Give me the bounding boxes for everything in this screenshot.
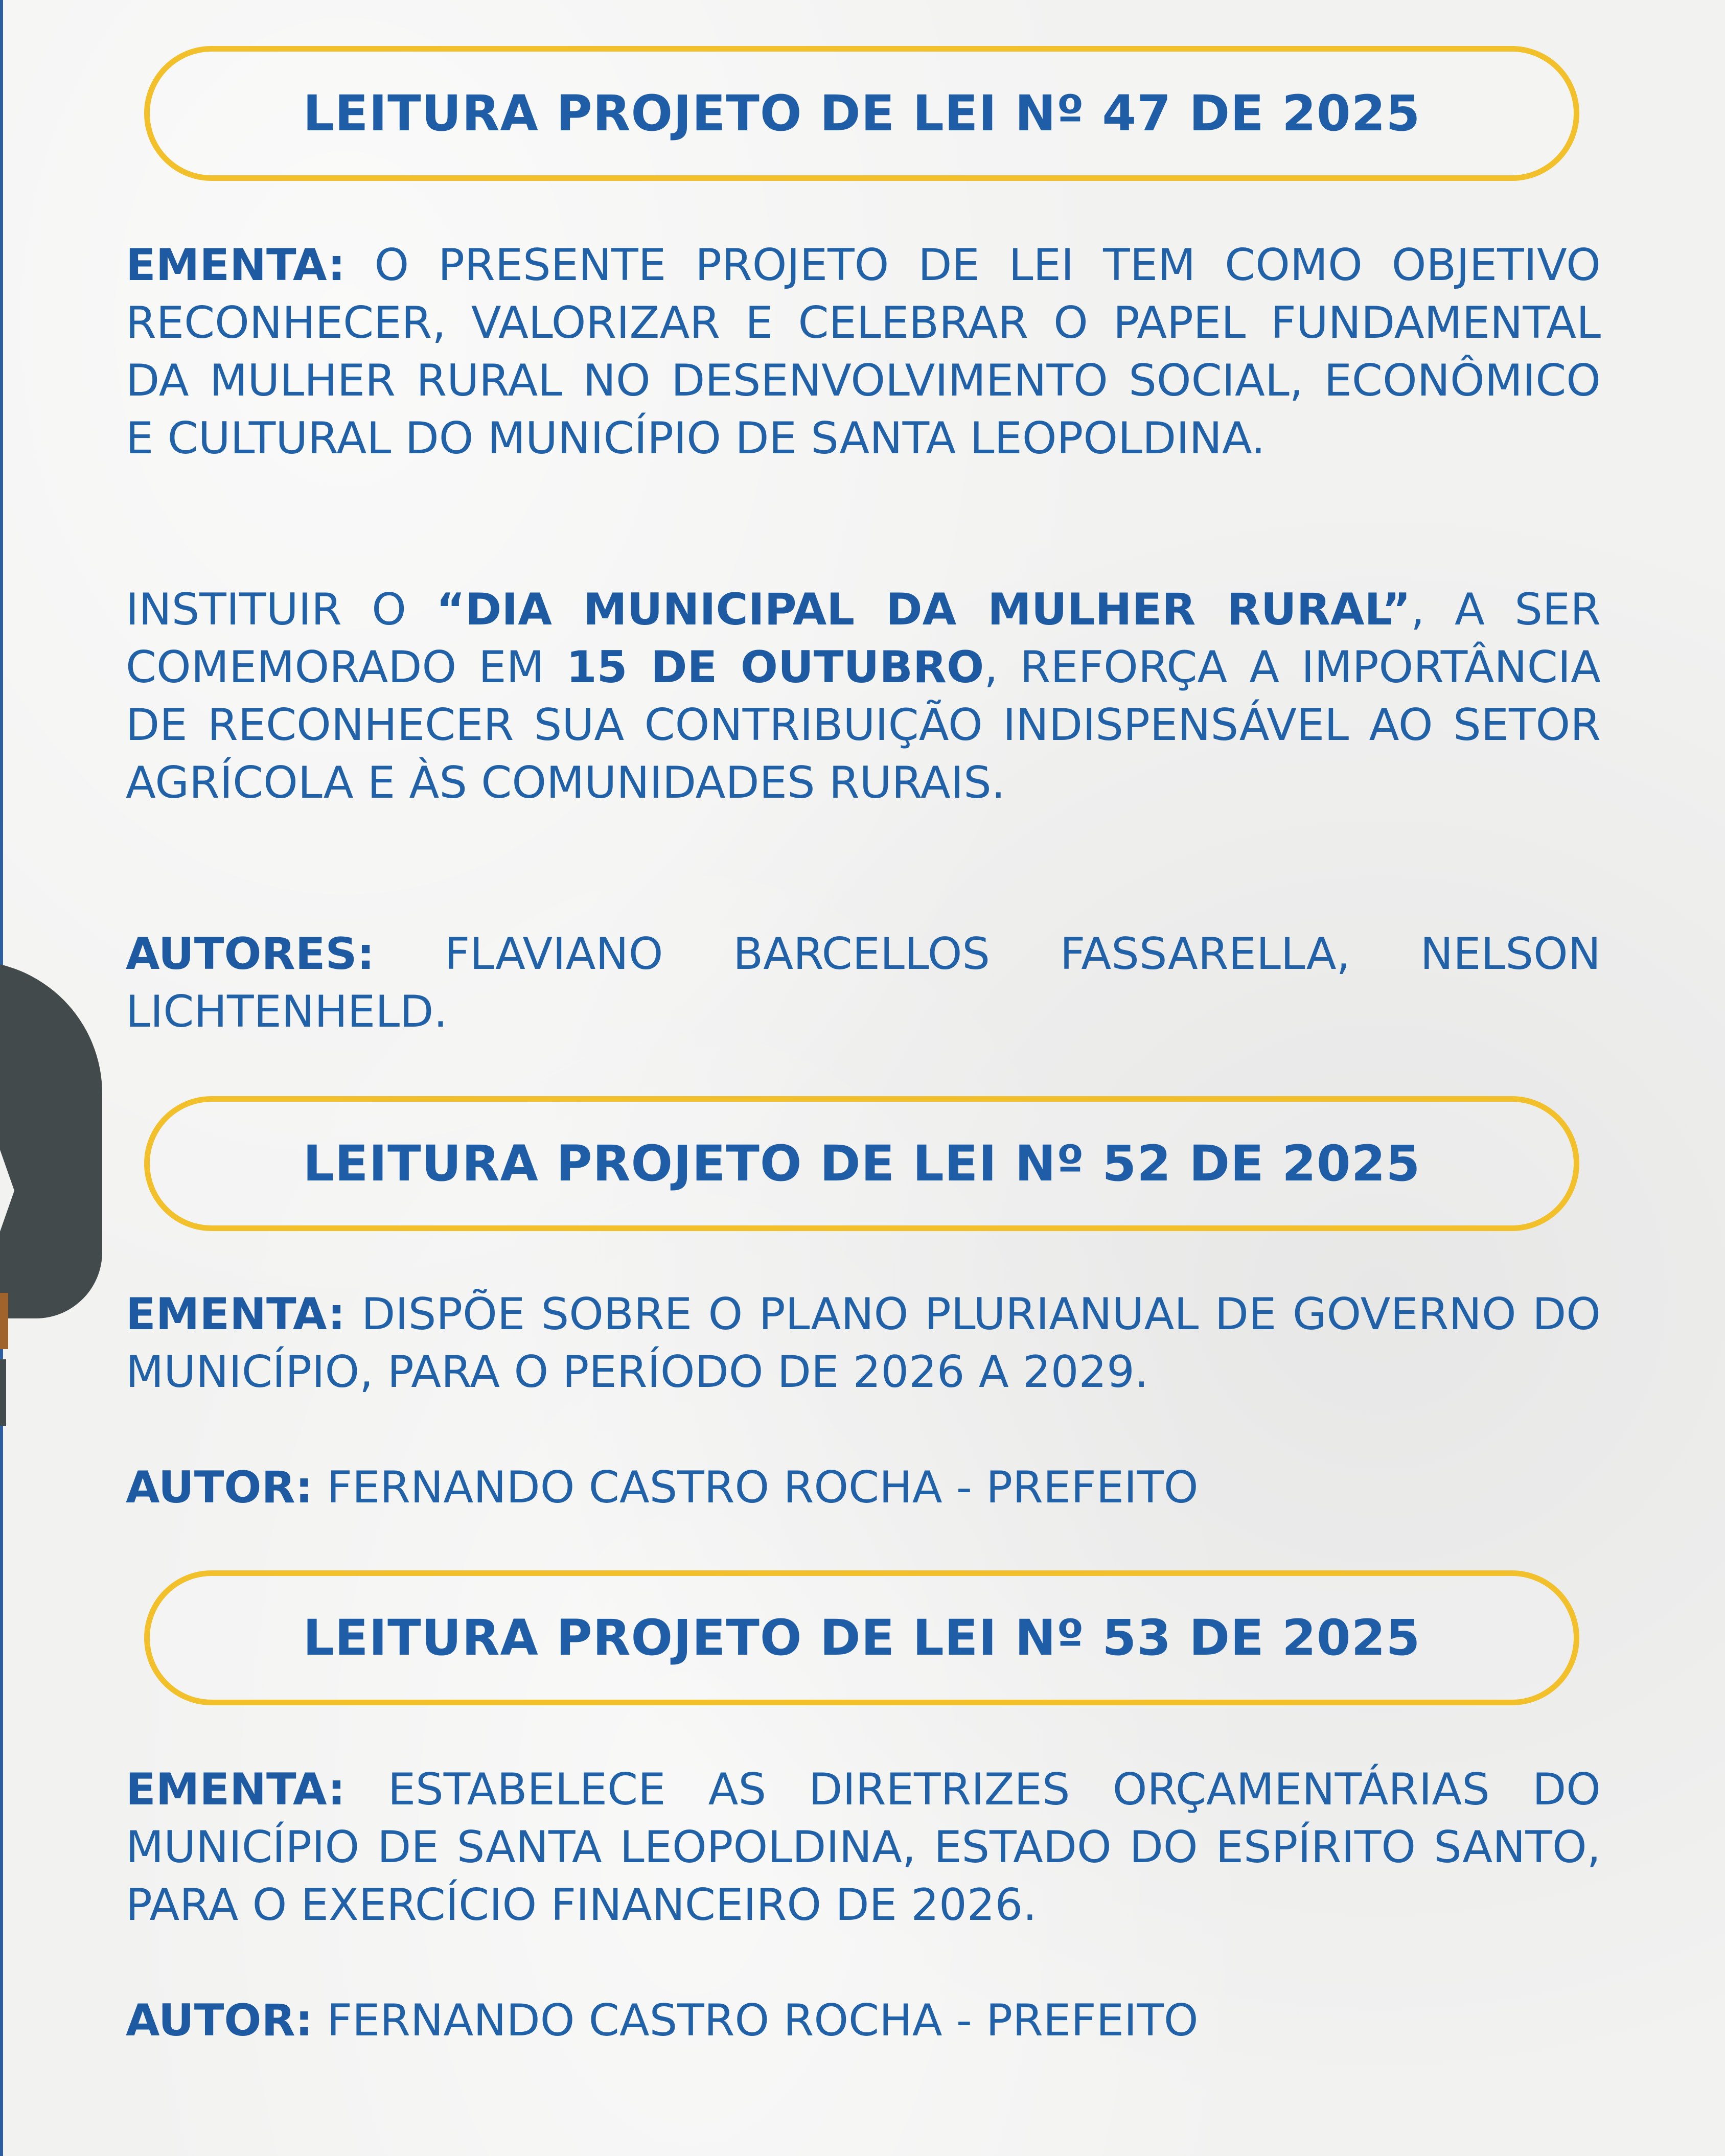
section-2-ementa-text: DISPÕE SOBRE O PLANO PLURIANUAL DE GOVERNO DO MUNICÍPIO, PARA O PERÍODO DE 2026 A 2029. (126, 1289, 1601, 1398)
section-3-ementa (126, 1761, 1601, 1934)
section-3-autor-text: FERNANDO CASTRO ROCHA - PREFEITO (327, 1995, 1199, 2046)
section-2-autor-label: AUTOR: (126, 1462, 313, 1513)
section-3-autor (126, 1992, 1601, 2050)
section-1-instituir (126, 581, 1601, 812)
section-1-instituir-part2: , A SER COMEMORADO EM (126, 584, 1601, 693)
section-3-heading: LEITURA PROJETO DE LEI Nº 53 DE 2025 (303, 1609, 1421, 1666)
person-figure-illustration (0, 961, 102, 1318)
section-2-heading-pill (144, 1096, 1579, 1231)
section-2-ementa-label: EMENTA: (126, 1289, 346, 1340)
section-1-heading-pill (144, 46, 1579, 181)
section-1-autores-text: FLAVIANO BARCELLOS FASSARELLA, NELSON LICHTENHELD. (126, 929, 1601, 1037)
section-1-autores (126, 925, 1601, 1041)
section-1-ementa-text: O PRESENTE PROJETO DE LEI TEM COMO OBJETIVO RECONHECER, VALORIZAR E CELEBRAR O PAPEL FUNDAMENTAL DA MULHER RURAL NO DESENVOLVIMENTO SOCIAL, ECONÔMICO E CULTURAL DO MUNICÍPIO DE SANTA LEOPOLDINA. (126, 240, 1601, 464)
section-1-instituir-part1: INSTITUIR O (126, 584, 436, 635)
section-1-instituir-date: 15 DE OUTUBRO (566, 642, 984, 693)
section-2-heading: LEITURA PROJETO DE LEI Nº 52 DE 2025 (303, 1135, 1421, 1192)
section-1-autores-label: AUTORES: (126, 929, 375, 980)
section-3-ementa-label: EMENTA: (126, 1764, 346, 1815)
section-2-autor-text: FERNANDO CASTRO ROCHA - PREFEITO (327, 1462, 1199, 1513)
section-3-heading-pill (144, 1570, 1579, 1705)
section-3-autor-label: AUTOR: (126, 1995, 313, 2046)
figure-lower-shape (0, 1359, 6, 1426)
section-3-ementa-text: ESTABELECE AS DIRETRIZES ORÇAMENTÁRIAS DO MUNICÍPIO DE SANTA LEOPOLDINA, ESTADO DO ESPÍRITO SANTO, PARA O EXERCÍCIO FINANCEIRO DE 2026. (126, 1764, 1601, 1931)
section-1-ementa (126, 237, 1601, 468)
figure-accent-shape (0, 1293, 8, 1349)
section-1-ementa-label: EMENTA: (126, 240, 346, 291)
section-2-ementa (126, 1286, 1601, 1401)
section-1-instituir-day-name: “DIA MUNICIPAL DA MULHER RURAL” (436, 584, 1411, 635)
section-1-instituir-part3: , REFORÇA A IMPORTÂNCIA DE RECONHECER SUA CONTRIBUIÇÃO INDISPENSÁVEL AO SETOR AGRÍCOLA E ÀS COMUNIDADES RURAIS. (126, 642, 1601, 808)
section-2-autor (126, 1459, 1601, 1517)
section-1-heading: LEITURA PROJETO DE LEI Nº 47 DE 2025 (303, 85, 1421, 142)
